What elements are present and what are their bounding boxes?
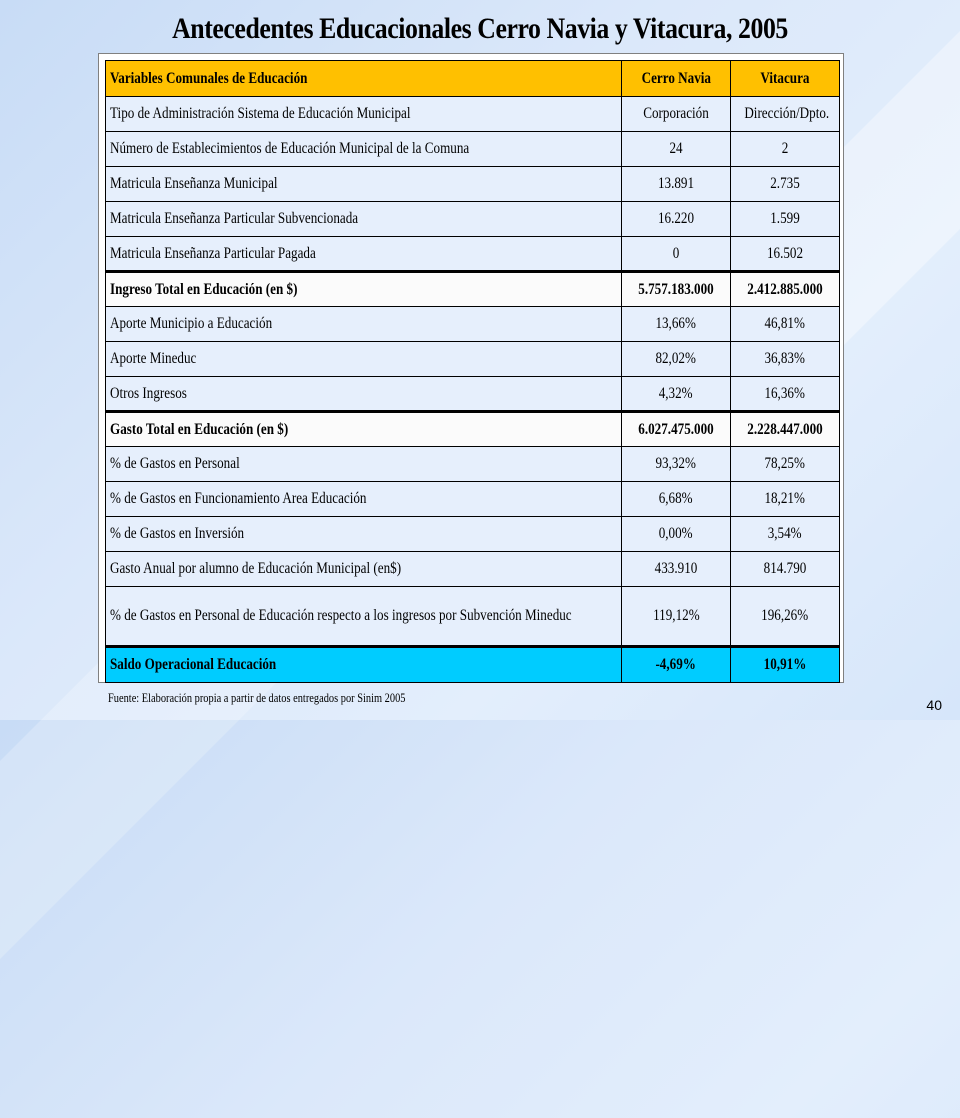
table-row [106, 587, 840, 647]
vitacura-value: 2.412.885.000 [731, 272, 840, 307]
cerro-navia-value: 13,66% [622, 307, 731, 342]
table-row [106, 237, 840, 272]
slide-title: Antecedentes Educacionales Cerro Navia y Vitacura, 2005 [172, 12, 788, 45]
table-row [106, 552, 840, 587]
cerro-navia-value: 13.891 [622, 167, 731, 202]
cerro-navia-value: 0 [622, 237, 731, 272]
row-label: Otros Ingresos [106, 377, 622, 412]
row-label: % de Gastos en Personal [106, 447, 622, 482]
row-label: % de Gastos en Personal de Educación respecto a los ingresos por Subvención Mineduc [106, 587, 622, 647]
table-row-total-expense [106, 412, 840, 447]
row-label: Aporte Mineduc [106, 342, 622, 377]
header-cerro-navia: Cerro Navia [622, 61, 731, 97]
row-label: Matricula Enseñanza Particular Pagada [106, 237, 622, 272]
page-number: 40 [926, 697, 942, 713]
cerro-navia-value: 16.220 [622, 202, 731, 237]
cerro-navia-value: 0,00% [622, 517, 731, 552]
row-label: Tipo de Administración Sistema de Educación Municipal [106, 97, 622, 132]
row-label: % de Gastos en Inversión [106, 517, 622, 552]
table-row-saldo [106, 647, 840, 683]
vitacura-value: 16.502 [731, 237, 840, 272]
table-row [106, 517, 840, 552]
vitacura-value: 1.599 [731, 202, 840, 237]
cerro-navia-value: 6.027.475.000 [622, 412, 731, 447]
header-vitacura: Vitacura [731, 61, 840, 97]
vitacura-value: 196,26% [731, 587, 840, 647]
table-row [106, 97, 840, 132]
table-row [106, 377, 840, 412]
vitacura-value: 2.228.447.000 [731, 412, 840, 447]
table-row [106, 482, 840, 517]
vitacura-value: 36,83% [731, 342, 840, 377]
table-row [106, 132, 840, 167]
cerro-navia-value: 4,32% [622, 377, 731, 412]
cerro-navia-value: 433.910 [622, 552, 731, 587]
vitacura-value: 3,54% [731, 517, 840, 552]
header-variable: Variables Comunales de Educación [106, 61, 622, 97]
cerro-navia-value: 5.757.183.000 [622, 272, 731, 307]
cerro-navia-value: 119,12% [622, 587, 731, 647]
row-label: Matricula Enseñanza Particular Subvencionada [106, 202, 622, 237]
table-row [106, 202, 840, 237]
source-note: Fuente: Elaboración propia a partir de datos entregados por Sinim 2005 [108, 690, 406, 705]
cerro-navia-value: 93,32% [622, 447, 731, 482]
row-label: Matricula Enseñanza Municipal [106, 167, 622, 202]
row-label: Aporte Municipio a Educación [106, 307, 622, 342]
table-header-row [106, 61, 840, 97]
table-row [106, 307, 840, 342]
vitacura-value: 46,81% [731, 307, 840, 342]
vitacura-value: 18,21% [731, 482, 840, 517]
row-label: Gasto Total en Educación (en $) [106, 412, 622, 447]
vitacura-value: 78,25% [731, 447, 840, 482]
vitacura-value: Dirección/Dpto. [731, 97, 840, 132]
cerro-navia-value: Corporación [622, 97, 731, 132]
table-row [106, 447, 840, 482]
vitacura-value: 10,91% [731, 647, 840, 683]
cerro-navia-value: 6,68% [622, 482, 731, 517]
cerro-navia-value: -4,69% [622, 647, 731, 683]
row-label: Ingreso Total en Educación (en $) [106, 272, 622, 307]
vitacura-value: 16,36% [731, 377, 840, 412]
cerro-navia-value: 82,02% [622, 342, 731, 377]
row-label: Saldo Operacional Educación [106, 647, 622, 683]
table-row [106, 167, 840, 202]
row-label: Gasto Anual por alumno de Educación Municipal (en$) [106, 552, 622, 587]
education-table [105, 60, 840, 683]
table-row [106, 342, 840, 377]
row-label: % de Gastos en Funcionamiento Area Educación [106, 482, 622, 517]
cerro-navia-value: 24 [622, 132, 731, 167]
vitacura-value: 2 [731, 132, 840, 167]
table-frame [98, 53, 844, 683]
vitacura-value: 814.790 [731, 552, 840, 587]
table-row-total-income [106, 272, 840, 307]
vitacura-value: 2.735 [731, 167, 840, 202]
row-label: Número de Establecimientos de Educación Municipal de la Comuna [106, 132, 622, 167]
